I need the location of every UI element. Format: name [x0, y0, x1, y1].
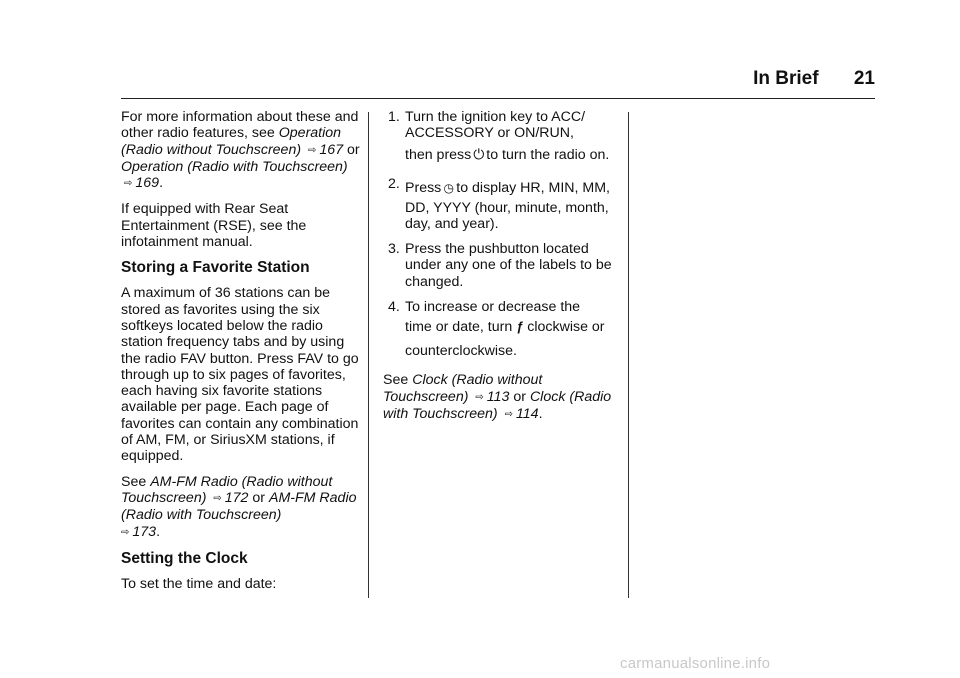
see-text: See [121, 473, 147, 490]
cross-reference-link[interactable]: Operation (Radio without Touchscreen) [121, 125, 342, 158]
step-text: Turn the ignition key to ACC/ ACCESSORY or ON/RUN, [405, 109, 586, 142]
step-text: to display HR, MIN, MM, DD, YYYY (hour, minute, month, day, and year). [405, 179, 610, 232]
see-text: See [383, 372, 409, 389]
page-ref-arrow-icon: ⇨ [121, 526, 130, 538]
column-left [121, 109, 361, 601]
page-number: 21 [853, 68, 875, 89]
conjunction-text: or [347, 141, 360, 158]
page-ref-arrow-icon: ⇨ [504, 408, 513, 420]
period: . [159, 175, 164, 192]
paragraph-text: For more information about these and other radio features, see [121, 109, 359, 142]
list-item [383, 176, 619, 233]
clock-steps-list [383, 109, 619, 363]
page-ref-number[interactable]: 167 [319, 141, 344, 158]
heading-setting-clock: Setting the Clock [121, 549, 248, 567]
cross-reference-link[interactable]: AM-FM Radio (Radio without Touchscreen) [121, 473, 333, 506]
section-title: In Brief [753, 68, 819, 89]
step-number: 2. [388, 175, 400, 192]
page-ref-arrow-icon: ⇨ [475, 391, 484, 403]
paragraph-see-clock [383, 372, 619, 423]
power-icon: ⏻ [473, 145, 485, 162]
conjunction-text: or [513, 388, 526, 405]
page-ref-number[interactable]: 169 [135, 175, 160, 192]
step-number: 1. [388, 109, 400, 125]
paragraph-set-time: To set the time and date: [121, 575, 277, 592]
period: . [156, 523, 161, 540]
step-text: time or date, turn [405, 319, 513, 336]
paragraph-more-info [121, 109, 361, 192]
list-item [383, 109, 619, 167]
cross-reference-link[interactable]: AM-FM Radio (Radio with Touchscreen) [121, 489, 357, 524]
list-item [383, 299, 619, 363]
cross-reference-link[interactable]: Clock (Radio without Touchscreen) [383, 372, 543, 405]
page-ref-arrow-icon: ⇨ [124, 178, 133, 190]
list-item [383, 241, 619, 290]
clock-icon: ◷ [443, 180, 454, 195]
watermark: carmanualsonline.info [620, 655, 771, 672]
page-header [753, 68, 875, 90]
step-number: 3. [388, 241, 400, 258]
cross-reference-link[interactable]: Operation (Radio with Touchscreen) [121, 158, 348, 175]
tune-knob-icon: ƒ [516, 319, 524, 335]
paragraph-favorites: A maximum of 36 stations can be stored as favorites using the six softkeys located below the radio station frequency tabs and by using the radio FAV button. Press FAV to go through up to six pages of favorites, each having six favorite stations available per page. Each page of favorites can contain any combination of AM, FM, or SiriusXM stations, if equipped. [121, 285, 359, 465]
column-middle [383, 109, 619, 432]
paragraph-see-am-fm [121, 474, 361, 541]
cross-reference-link[interactable]: Clock (Radio with Touchscreen) [383, 388, 612, 422]
step-text: Press the pushbutton located under any one of the labels to be changed. [405, 241, 612, 290]
step-text: To increase or decrease the [405, 299, 581, 316]
paragraph-rse: If equipped with Rear Seat Entertainment (RSE), see the infotainment manual. [121, 201, 307, 251]
period: . [538, 405, 543, 422]
page-ref-number[interactable]: 113 [486, 388, 510, 405]
column-divider-right [628, 112, 629, 598]
step-text: to turn the radio on. [486, 146, 610, 163]
step-number: 4. [388, 299, 400, 316]
heading-storing-favorite: Storing a Favorite Station [121, 259, 310, 277]
step-text: clockwise or counterclockwise. [405, 319, 605, 360]
conjunction-text: or [252, 489, 266, 506]
step-text: Press [405, 179, 442, 196]
page-ref-arrow-icon: ⇨ [308, 144, 317, 156]
page-ref-number[interactable]: 172 [224, 489, 249, 506]
page-ref-number[interactable]: 173 [132, 523, 157, 540]
column-divider-left [368, 112, 369, 598]
page-ref-arrow-icon: ⇨ [213, 492, 222, 504]
header-rule [121, 98, 875, 99]
page-ref-number[interactable]: 114 [515, 405, 539, 422]
step-text: then press [405, 146, 472, 163]
